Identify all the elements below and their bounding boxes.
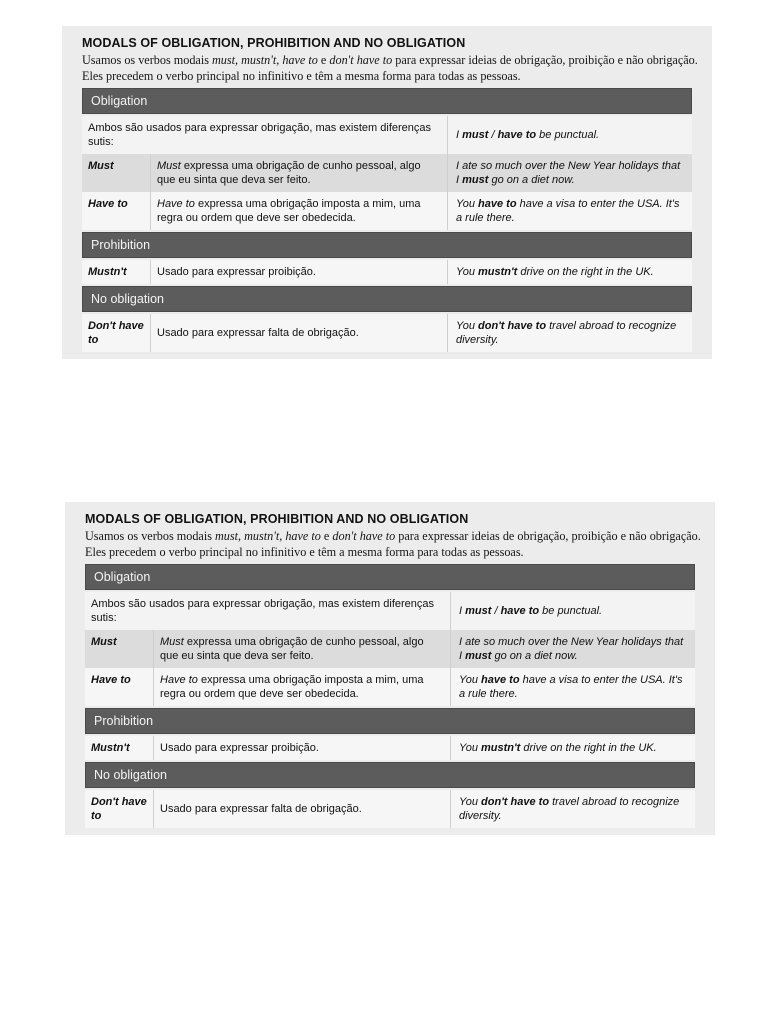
table-row: Mustn't Usado para expressar proibição. You mustn't drive on the right in the UK. <box>85 736 695 760</box>
table-row: Don't have to Usado para expressar falta de obrigação. You don't have to travel abroad to recognize diversity. <box>82 314 692 352</box>
table-row: Must Must expressa uma obrigação de cunho pessoal, algo que eu sinta que deva ser feito. I ate so much over the New Year holidays that I must go on a diet now. <box>82 154 692 192</box>
table-row: Ambos são usados para expressar obrigação, mas existem diferenças sutis: I must / have to be punctual. <box>85 592 695 630</box>
section-obligation: Obligation <box>85 564 695 590</box>
modals-table <box>82 88 692 352</box>
section-obligation: Obligation <box>82 88 692 114</box>
table-row: Must Must expressa uma obrigação de cunho pessoal, algo que eu sinta que deva ser feito. I ate so much over the New Year holidays that I must go on a diet now. <box>85 630 695 668</box>
modals-panel <box>62 26 712 359</box>
section-no-obligation: No obligation <box>82 286 692 312</box>
modals-panel-copy <box>65 502 715 835</box>
table-row: Mustn't Usado para expressar proibição. You mustn't drive on the right in the UK. <box>82 260 692 284</box>
table-row: Have to Have to expressa uma obrigação imposta a mim, uma regra ou ordem que deve ser obedecida. You have to have a visa to enter the USA. It's a rule there. <box>82 192 692 230</box>
panel-title: MODALS OF OBLIGATION, PROHIBITION AND NO OBLIGATION <box>82 36 466 50</box>
section-prohibition: Prohibition <box>82 232 692 258</box>
table-row: Don't have to Usado para expressar falta de obrigação. You don't have to travel abroad to recognize diversity. <box>85 790 695 828</box>
table-row: Have to Have to expressa uma obrigação imposta a mim, uma regra ou ordem que deve ser obedecida. You have to have a visa to enter the USA. It's a rule there. <box>85 668 695 706</box>
intro-paragraph: Usamos os verbos modais must, mustn't, have to e don't have to para expressar ideias de obrigação, proibição e não obrigação. Eles precedem o verbo principal no infinitivo e têm a mesma forma para todas as pessoas. <box>82 53 698 83</box>
intro-paragraph: Usamos os verbos modais must, mustn't, have to e don't have to para expressar ideias de obrigação, proibição e não obrigação. Eles precedem o verbo principal no infinitivo e têm a mesma forma para todas as pessoas. <box>85 529 701 559</box>
section-no-obligation: No obligation <box>85 762 695 788</box>
modals-table <box>85 564 695 828</box>
table-row: Ambos são usados para expressar obrigação, mas existem diferenças sutis: I must / have to be punctual. <box>82 116 692 154</box>
panel-title: MODALS OF OBLIGATION, PROHIBITION AND NO OBLIGATION <box>85 512 469 526</box>
section-prohibition: Prohibition <box>85 708 695 734</box>
